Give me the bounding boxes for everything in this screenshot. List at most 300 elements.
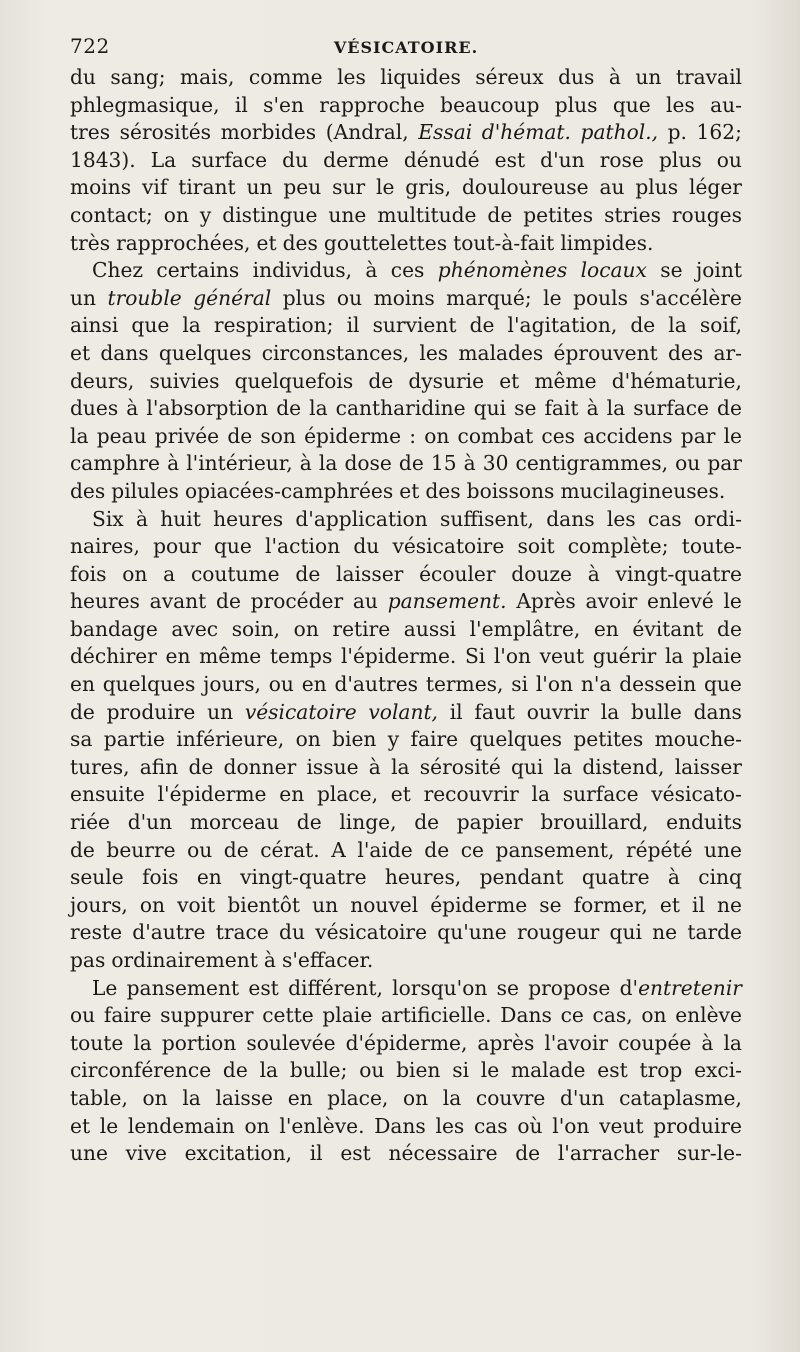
word: au- — [710, 92, 742, 117]
word: plus — [635, 175, 679, 200]
word: l'emplâtre, — [469, 616, 581, 641]
word: séreux — [475, 65, 544, 89]
word: sur-le- — [676, 1141, 742, 1166]
word: d'autre — [132, 920, 206, 945]
word: plus — [554, 92, 598, 117]
word: place, — [316, 782, 379, 807]
word: s'effacer. — [282, 948, 374, 972]
word: liquides — [380, 65, 461, 89]
word: plaie — [322, 1003, 373, 1028]
word: rapprochées, — [116, 230, 251, 255]
word: heures — [213, 506, 284, 531]
word: distend, — [582, 754, 665, 779]
word: moins — [70, 175, 132, 200]
word: veut — [539, 644, 585, 669]
word: p. — [667, 120, 687, 145]
word: huit — [160, 506, 201, 531]
word: ou — [268, 672, 294, 697]
word: à — [126, 396, 139, 421]
word: des — [282, 230, 318, 255]
word: pathol., — [580, 120, 659, 145]
word: laisser — [336, 561, 404, 586]
word: écouler — [419, 561, 496, 586]
word: phlegmasique, — [70, 92, 220, 117]
word: quelques — [158, 340, 252, 365]
word: à — [263, 948, 276, 972]
word: de — [227, 423, 253, 448]
word: gouttelettes — [323, 230, 448, 255]
word: de — [717, 616, 742, 641]
text-line — [70, 174, 742, 202]
text-line — [70, 64, 742, 92]
word: bientôt — [227, 892, 301, 917]
word: combat — [457, 423, 534, 448]
word: survient — [372, 313, 457, 338]
word: de — [368, 368, 394, 393]
word: cette — [262, 1003, 314, 1028]
word: produire — [106, 699, 196, 724]
word: en — [279, 782, 305, 807]
word: une — [70, 1141, 108, 1166]
text-line — [70, 1002, 742, 1030]
word: on — [163, 202, 189, 227]
word: former, — [573, 892, 648, 917]
word: petites — [573, 727, 644, 752]
word: vésicatoire — [392, 534, 505, 559]
word: brouillard, — [540, 810, 649, 835]
word: un — [635, 65, 662, 89]
text-line — [70, 257, 742, 285]
word: ne — [652, 920, 678, 945]
word: la — [70, 423, 89, 448]
word: la — [182, 313, 201, 338]
word: la — [182, 1085, 201, 1110]
word: veut — [599, 1113, 644, 1138]
word: inférieure, — [176, 727, 285, 752]
word: par — [680, 423, 716, 448]
word: de — [515, 1141, 541, 1166]
word: ce — [560, 1003, 584, 1028]
word: se — [496, 975, 519, 1000]
word: ou — [187, 837, 213, 862]
word: fois — [70, 561, 107, 586]
word: beaucoup — [440, 92, 540, 117]
word: distingue — [222, 202, 318, 227]
word: toute- — [681, 534, 742, 559]
word: faire — [103, 1003, 152, 1028]
word: cas — [647, 506, 682, 531]
word: la — [606, 396, 626, 421]
word: y — [387, 727, 400, 752]
word: gris, — [405, 175, 452, 200]
word: les — [435, 1113, 465, 1138]
word: ces — [390, 258, 425, 283]
word: quatre — [581, 865, 650, 890]
word: évitant — [632, 616, 704, 641]
word: des — [425, 478, 461, 503]
word: que — [704, 672, 742, 697]
word: aussi — [403, 616, 456, 641]
word: dus — [558, 65, 595, 89]
word: trace — [215, 920, 269, 945]
word: pendant — [479, 865, 564, 890]
word: de — [295, 561, 321, 586]
word: surface — [191, 147, 268, 172]
word: place, — [327, 1085, 389, 1110]
word: ar- — [713, 340, 742, 365]
word: termes, — [425, 672, 504, 697]
word: de — [414, 810, 440, 835]
word: en — [196, 865, 222, 890]
word: de — [296, 810, 322, 835]
word: fois — [142, 865, 179, 890]
word: peu — [283, 175, 322, 200]
word: après — [477, 1030, 535, 1055]
word: rougeur — [516, 920, 600, 945]
word: tres — [70, 120, 111, 145]
word: un — [207, 699, 234, 724]
word: il — [449, 699, 463, 724]
word: d'hématurie, — [611, 368, 742, 393]
word: en — [593, 616, 619, 641]
word: dans — [546, 506, 595, 531]
word: de — [188, 754, 214, 779]
word: camphre — [70, 451, 161, 476]
word: que — [131, 313, 170, 338]
word: jours, — [203, 672, 261, 697]
word: circonférence — [70, 1058, 212, 1083]
word: vive — [125, 1141, 167, 1166]
word: surface — [562, 782, 639, 807]
word: peau — [96, 423, 147, 448]
word: volant, — [368, 699, 438, 724]
word: la — [668, 313, 687, 338]
text-line — [70, 588, 742, 616]
word: la — [318, 451, 338, 476]
text-line — [70, 533, 742, 561]
word: laisser — [674, 754, 742, 779]
word: respiration; — [213, 313, 334, 338]
word: quelquefois — [234, 368, 354, 393]
word: moins — [373, 285, 435, 310]
word: laisse — [215, 1085, 274, 1110]
word: la — [133, 1030, 152, 1055]
word: morbides — [220, 120, 317, 145]
word: produire — [653, 1113, 742, 1138]
word: à — [365, 258, 378, 283]
word: si — [511, 672, 529, 697]
word: se — [539, 892, 562, 917]
word: cantharidine — [335, 396, 466, 421]
text-line — [70, 1113, 742, 1141]
text-line — [70, 478, 742, 506]
word: à — [463, 451, 476, 476]
text-line — [70, 340, 742, 368]
word: jours, — [70, 892, 128, 917]
word: éprouvent — [553, 340, 658, 365]
word: artificielle. — [380, 1003, 492, 1028]
word: le — [723, 423, 742, 448]
word: léger — [689, 175, 742, 200]
word: circonstances, — [261, 340, 410, 365]
word: tout-à-fait — [453, 230, 555, 255]
word: (Andral, — [325, 120, 409, 145]
word: 1843). — [70, 147, 136, 172]
word: l'absorption — [146, 396, 269, 421]
word: A — [331, 837, 346, 862]
word: au — [599, 175, 625, 200]
word: coutume — [190, 561, 280, 586]
word: bulle — [631, 699, 682, 724]
word: enduits — [666, 810, 742, 835]
word: mais, — [180, 65, 235, 89]
word: d'application — [295, 506, 428, 531]
word: l'enlève. — [279, 1113, 365, 1138]
word: le — [99, 1113, 119, 1138]
word: coupée — [618, 1030, 692, 1055]
text-line — [70, 395, 742, 423]
word: comme — [248, 65, 323, 89]
word: que — [612, 92, 651, 117]
text-line — [70, 726, 742, 754]
word: la — [442, 1085, 462, 1110]
word: naires, — [70, 534, 140, 559]
word: on — [139, 892, 166, 917]
word: les — [419, 340, 449, 365]
word: tirant — [178, 175, 236, 200]
word: ouvrir — [526, 699, 590, 724]
word: à — [701, 1030, 714, 1055]
word: l'aide — [357, 837, 413, 862]
text-line — [70, 671, 742, 699]
word: quelques — [469, 727, 563, 752]
text-line — [70, 92, 742, 120]
word: soit — [517, 534, 555, 559]
word: à — [667, 865, 680, 890]
word: déchirer — [70, 644, 157, 669]
word: complète; — [567, 534, 669, 559]
word: rapproche — [319, 92, 425, 117]
word: quelques — [102, 672, 196, 697]
word: à — [299, 451, 312, 476]
word: à — [167, 451, 180, 476]
word: ou — [675, 451, 701, 476]
word: douze — [511, 561, 572, 586]
word: en — [165, 644, 191, 669]
page-number: 722 — [70, 34, 110, 58]
text-line — [70, 919, 742, 947]
word: et — [70, 1113, 91, 1138]
word: un — [246, 175, 273, 200]
word: vésicatoire — [244, 699, 357, 724]
word: sérosités — [119, 120, 212, 145]
word: la — [664, 644, 684, 669]
word: deurs, — [70, 368, 135, 393]
word: vingt-quatre — [240, 865, 367, 890]
word: il — [346, 313, 360, 338]
word: on — [402, 1085, 429, 1110]
word: suivies — [149, 368, 220, 393]
word: l'on — [493, 644, 532, 669]
word: soif, — [699, 313, 742, 338]
word: d'un — [540, 147, 585, 172]
word: ensuite — [70, 782, 145, 807]
word: on — [641, 1003, 667, 1028]
text-line — [70, 1030, 742, 1058]
word: afin — [139, 754, 179, 779]
word: vif — [142, 175, 168, 200]
word: cinq — [698, 865, 742, 890]
word: enlève — [675, 1003, 742, 1028]
word: plus — [282, 285, 326, 310]
word: pouls — [573, 285, 628, 310]
word: cas — [473, 1113, 508, 1138]
word: les — [337, 65, 366, 89]
word: de — [717, 396, 742, 421]
word: et — [390, 782, 411, 807]
word: même — [534, 368, 597, 393]
word: d'hémat. — [481, 120, 571, 145]
word: de — [216, 589, 241, 614]
word: l'avoir — [544, 1030, 609, 1055]
word: ce — [460, 837, 484, 862]
word: derme — [323, 147, 389, 172]
text-line — [70, 506, 742, 534]
word: à — [608, 65, 621, 89]
text-line — [70, 809, 742, 837]
word: en — [287, 1085, 313, 1110]
text-line — [70, 202, 742, 230]
word: table, — [70, 1085, 128, 1110]
word: pansement, — [495, 837, 615, 862]
word: plaie — [692, 644, 742, 669]
word: bien — [396, 1058, 441, 1083]
word: même — [199, 644, 262, 669]
word: faut — [474, 699, 515, 724]
text-line — [70, 947, 742, 975]
word: locaux — [580, 258, 647, 283]
word: Le — [92, 975, 118, 1000]
word: à — [586, 396, 599, 421]
word: rouges — [671, 202, 742, 227]
word: Dans — [500, 1003, 552, 1028]
word: partie — [103, 727, 165, 752]
text-line — [70, 975, 742, 1003]
word: centigrammes, — [515, 451, 668, 476]
word: vingt-quatre — [615, 561, 742, 586]
word: ainsi — [70, 313, 119, 338]
word: du — [282, 147, 309, 172]
word: bien — [332, 727, 377, 752]
word: si — [452, 1058, 470, 1083]
word: surface — [633, 396, 709, 421]
word: privée — [154, 423, 220, 448]
word: l'on — [535, 672, 574, 697]
word: travail — [675, 65, 742, 89]
word: heures — [70, 589, 140, 614]
word: suffisent, — [439, 506, 534, 531]
text-line — [70, 312, 742, 340]
word: un — [70, 285, 97, 310]
word: de — [424, 837, 450, 862]
word: en — [70, 672, 95, 697]
word: pansement — [126, 975, 240, 1000]
word: dans — [693, 699, 742, 724]
word: lendemain — [127, 1113, 235, 1138]
word: phénomènes — [437, 258, 568, 283]
word: soin, — [231, 616, 281, 641]
word: à — [368, 754, 381, 779]
word: joint — [695, 258, 742, 283]
word: 162; — [696, 120, 742, 145]
word: fait — [544, 396, 579, 421]
word: suppurer — [160, 1003, 254, 1028]
word: enlevé — [647, 589, 714, 614]
word: que — [213, 534, 252, 559]
word: pour — [153, 534, 201, 559]
word: : — [409, 423, 417, 448]
word: multitude — [377, 202, 477, 227]
word: dans — [100, 340, 149, 365]
word: a — [163, 561, 176, 586]
word: d'un — [559, 1085, 605, 1110]
word: il — [309, 1141, 323, 1166]
word: l'épiderme — [157, 782, 267, 807]
word: sérosité — [419, 754, 501, 779]
word: issue — [306, 754, 359, 779]
word: est — [340, 1141, 371, 1166]
text-line — [70, 699, 742, 727]
word: linge, — [339, 810, 397, 835]
word: il — [692, 892, 705, 917]
word: de — [70, 837, 95, 862]
word: opiacées-camphrées — [184, 478, 394, 503]
word: s'accélère — [639, 285, 742, 310]
word: procéder — [250, 589, 344, 614]
word: rose — [599, 147, 644, 172]
word: mucilagineuses. — [560, 478, 726, 503]
word: dose — [344, 451, 392, 476]
word: l'agitation, — [507, 313, 618, 338]
word: recouvrir — [423, 782, 519, 807]
word: général — [193, 285, 272, 310]
word: de — [223, 837, 249, 862]
word: vésicato- — [651, 782, 742, 807]
word: la — [391, 754, 410, 779]
word: on — [293, 616, 319, 641]
word: nouvel — [350, 892, 419, 917]
text-line — [70, 147, 742, 175]
word: individus, — [252, 258, 353, 283]
word: les — [666, 92, 695, 117]
word: contact; — [70, 202, 153, 227]
word: son — [260, 423, 296, 448]
word: de — [630, 313, 656, 338]
word: y — [199, 202, 212, 227]
text-line — [70, 1085, 742, 1113]
word: et — [70, 340, 91, 365]
word: répété — [625, 837, 693, 862]
word: ou — [70, 1003, 96, 1028]
text-line — [70, 1057, 742, 1085]
word: beurre — [106, 837, 176, 862]
word: papier — [456, 810, 523, 835]
word: à — [135, 506, 148, 531]
text-line — [70, 561, 742, 589]
word: reste — [70, 920, 123, 945]
word: guérir — [592, 644, 657, 669]
word: des — [70, 478, 106, 503]
